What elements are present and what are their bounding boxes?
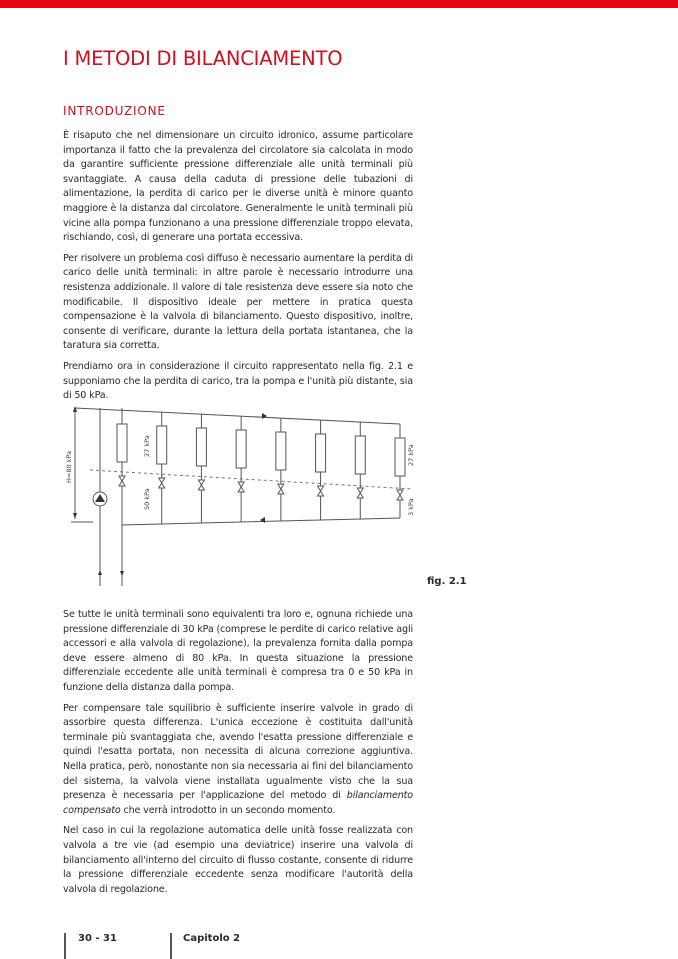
arrow-up-icon bbox=[98, 570, 102, 575]
valve-icon bbox=[278, 484, 284, 494]
footer-divider bbox=[64, 933, 66, 959]
terminal-unit bbox=[236, 430, 246, 468]
top-accent-bar bbox=[0, 0, 678, 8]
terminal-unit bbox=[395, 438, 405, 476]
valve-icon bbox=[159, 478, 165, 488]
arrow-icon bbox=[73, 513, 77, 519]
return-pipe bbox=[122, 518, 400, 525]
footer-divider bbox=[170, 933, 172, 959]
arrow-down-icon bbox=[120, 571, 124, 576]
unit-last-label: 27 kPa bbox=[407, 444, 415, 466]
unit-first-label: 27 kPa bbox=[143, 435, 151, 457]
terminal-unit bbox=[117, 424, 127, 462]
body-text bbox=[63, 608, 413, 903]
section-heading: INTRODUZIONE bbox=[63, 104, 166, 118]
terminal-unit bbox=[355, 436, 365, 474]
head-label: H=80 kPa bbox=[65, 450, 73, 483]
valve-icon bbox=[119, 476, 125, 486]
emphasis: bilanciamento compensato bbox=[63, 790, 413, 816]
chapter-label: Capitolo 2 bbox=[183, 933, 241, 944]
flow-arrow-icon bbox=[262, 413, 267, 419]
terminal-unit bbox=[316, 434, 326, 472]
text: che verrà introdotto in un secondo momento. bbox=[120, 804, 336, 816]
paragraph bbox=[63, 702, 413, 819]
paragraph: Se tutte le unità terminali sono equivalenti tra loro e, ognuna richiede una pressione differenziale di 30 kPa (comprese le perdite di carico relative agli accessori e alla valvola di regolazione), la prevalenza fornita dalla pompa deve essere almeno di 80 kPa. In questa situazione la pressione differenziale eccedente alle unità terminali è compresa tra 0 e 50 kPa in funzione della distanza dalla pompa. bbox=[63, 609, 413, 693]
terminal-unit bbox=[196, 428, 206, 466]
figure-caption: fig. 2.1 bbox=[427, 576, 467, 587]
terminal-unit bbox=[157, 426, 167, 464]
terminal-unit bbox=[276, 432, 286, 470]
valve-icon bbox=[238, 482, 244, 492]
paragraph: Per risolvere un problema così diffuso è necessario aumentare la perdita di carico delle unità terminali: in altre parole è necessario introdurre una resistenza addizionale. Il valore di tale resistenza deve essere sia noto che modificabile. Il dispositivo ideale per mettere in pratica questa compensazione è la valvola di bilanciamento. Questo dispositivo, inoltre, consente di verificare, durante la lettura della portata istantanea, che la taratura sia corretta. bbox=[63, 252, 413, 352]
valve-icon bbox=[397, 490, 403, 500]
supply-pipe bbox=[75, 408, 400, 424]
valve-last-label: 3 kPa bbox=[407, 498, 415, 516]
flow-arrow-icon bbox=[260, 517, 265, 523]
text: Per compensare tale squilibrio è sufficiente inserire valvole in grado di assorbire questa differenza. L'unica eccezione è costituita dall'unità terminale più svantaggiata che, avendo l'esatta pressione differenziale e quindi l'esatta portata, non necessita di alcuna correzione aggiuntiva. Nella pratica, però, nonostante non sia necessaria ai fini del bilanciamento del sistema, la valvola viene installata ugualmente visto che la sua presenza è necessaria per l'applicazione del metodo di bbox=[63, 702, 413, 802]
intro-text bbox=[63, 129, 413, 410]
page-numbers: 30 - 31 bbox=[78, 933, 117, 944]
arrow-icon bbox=[73, 406, 77, 412]
valve-icon bbox=[198, 480, 204, 490]
page-title: I METODI DI BILANCIAMENTO bbox=[63, 47, 343, 70]
valve-icon bbox=[357, 488, 363, 498]
valve-first-label: 50 kPa bbox=[143, 488, 151, 510]
circuit-diagram bbox=[63, 398, 423, 598]
paragraph: Nel caso in cui la regolazione automatica delle unità fosse realizzata con valvola a tre vie (ad esempio una deviatrice) inserire una valvola di bilanciamento all'interno del circuito di flusso costante, consente di ridurre la pressione differenziale eccedente senza modificare l'autorità della valvola di regolazione. bbox=[63, 825, 413, 895]
paragraph: Prendiamo ora in considerazione il circuito rappresentato nella fig. 2.1 e supponiamo che la perdita di carico, tra la pompa e l'unità più distante, sia di 50 kPa. bbox=[63, 360, 413, 402]
valve-icon bbox=[318, 486, 324, 496]
paragraph: È risaputo che nel dimensionare un circuito idronico, assume particolare importanza il fatto che la prevalenza del circolatore sia calcolata in modo da garantire sufficiente pressione differenziale alle unità terminali più svantaggiate. A causa della caduta di pressione delle tubazioni di alimentazione, la perdita di carico per le diverse unità è minore quanto maggiore è la distanza dal circolatore. Generalmente le unità terminali più vicine alla pompa funzionano a una pressione differenziale troppo elevata, rischiando, così, di generare una portata eccessiva. bbox=[63, 130, 413, 244]
